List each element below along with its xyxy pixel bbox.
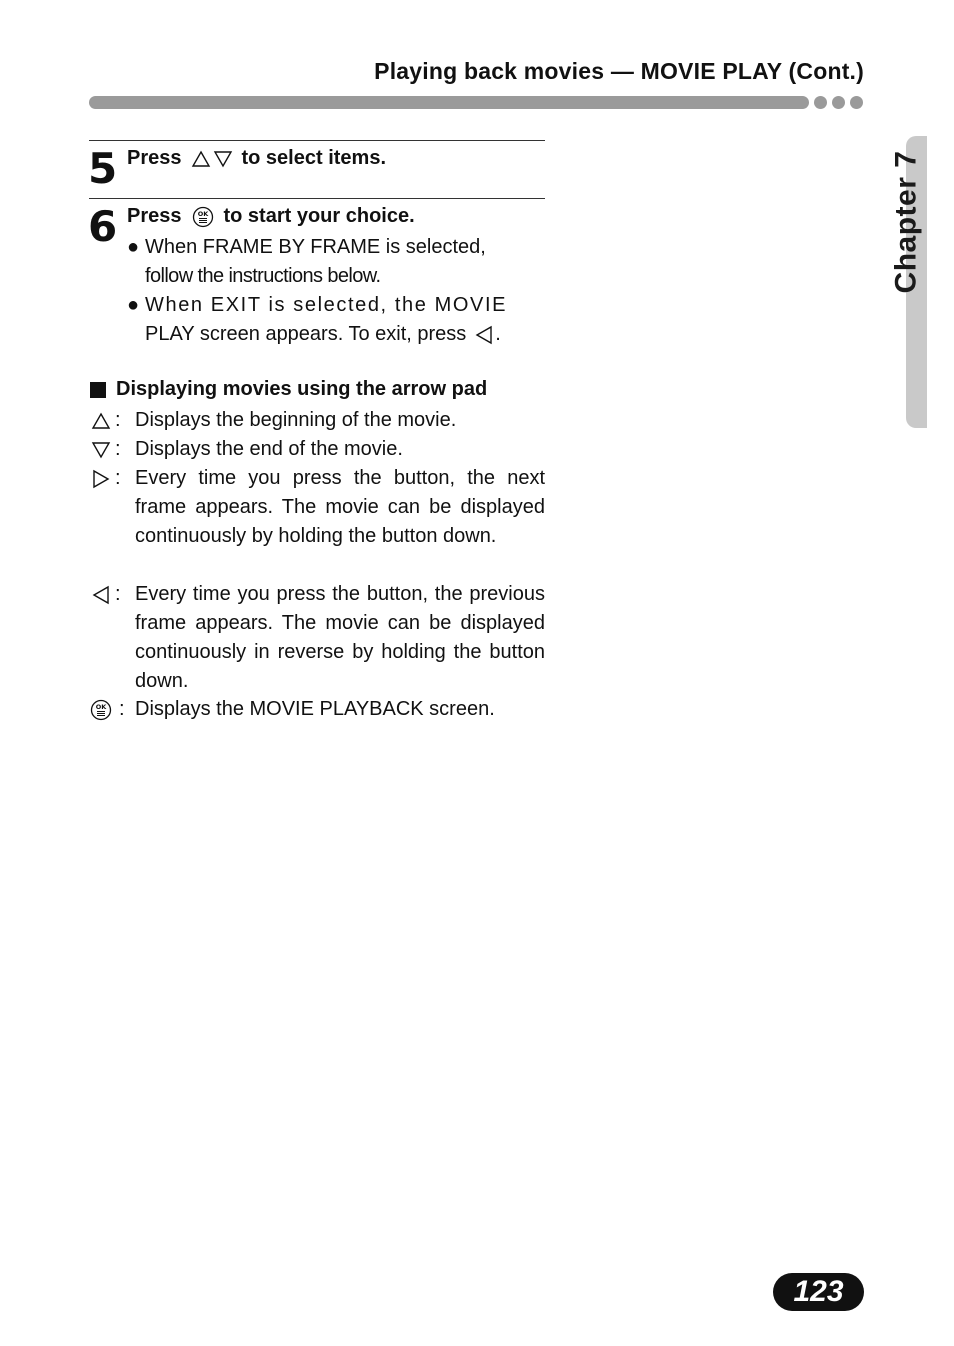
page-number: 123: [773, 1273, 864, 1311]
section-heading-text: Displaying movies using the arrow pad: [116, 378, 488, 400]
header-dot: [814, 96, 827, 109]
divider-rule: [89, 198, 545, 199]
arrow-pad-item-text: Every time you press the button, the previous frame appears. The movie can be displayed continuously in reverse by holding the button down.: [135, 583, 545, 692]
arrow-pad-item: : Displays the beginning of the movie.: [90, 406, 545, 435]
up-arrow-icon: [91, 411, 111, 431]
bullet-line: follow the instructions below.: [145, 265, 381, 287]
arrow-pad-item-text: Displays the end of the movie.: [135, 438, 403, 460]
header-dot: [850, 96, 863, 109]
arrow-pad-item: : Every time you press the button, the next frame appears. The movie can be displayed continuously by holding the button down.: [90, 464, 545, 551]
bullet-item: ● When FRAME BY FRAME is selected, follow the instructions below.: [127, 233, 545, 291]
ok-button-icon: [90, 699, 112, 721]
divider-rule: [89, 140, 545, 141]
left-arrow-icon: [91, 585, 111, 605]
bullet-item: ● When EXIT is selected, the MOVIE PLAY screen appears. To exit, press .: [127, 291, 545, 349]
step-6-press: Press: [127, 205, 182, 227]
page-header-title: Playing back movies — MOVIE PLAY (Cont.): [374, 58, 864, 84]
right-arrow-icon: [91, 469, 111, 489]
arrow-pad-item-text: Every time you press the button, the next frame appears. The movie can be displayed continuously by holding the button down.: [135, 467, 545, 547]
arrow-pad-item: OK : Displays the MOVIE PLAYBACK screen.: [90, 695, 545, 724]
ok-button-icon: [192, 206, 214, 228]
step-6-instruction: [127, 205, 415, 228]
arrow-pad-item: : Every time you press the button, the previous frame appears. The movie can be displayed continuously in reverse by holding the button down.: [90, 580, 545, 696]
up-arrow-icon: [191, 149, 211, 169]
header-rule-bar: [89, 96, 809, 109]
arrow-pad-item-text: Displays the MOVIE PLAYBACK screen.: [135, 698, 495, 720]
square-bullet-icon: [90, 382, 106, 398]
step-6-text: to start your choice.: [223, 205, 415, 227]
arrow-pad-item-text: Displays the beginning of the movie.: [135, 409, 457, 431]
chapter-label-text: Chapter 7: [889, 150, 922, 294]
down-arrow-icon: [91, 440, 111, 460]
section-heading: [90, 378, 487, 401]
bullet-line-2: [145, 320, 545, 349]
arrow-pad-item: : Displays the end of the movie.: [90, 435, 545, 464]
step-5-instruction: [127, 147, 386, 170]
svg-text:OK: OK: [95, 702, 107, 711]
step-5-text: to select items.: [241, 147, 387, 169]
bullet-line-end: .: [495, 323, 501, 345]
step-number: 6: [88, 202, 118, 251]
header-dot: [832, 96, 845, 109]
down-arrow-icon: [213, 149, 233, 169]
chapter-label: [886, 142, 926, 302]
step-number: 5: [88, 144, 118, 193]
left-arrow-icon: [474, 325, 494, 345]
svg-text:OK: OK: [197, 209, 208, 218]
bullet-line: When EXIT is selected, the MOVIE: [145, 294, 508, 316]
bullet-line: PLAY screen appears. To exit, press: [145, 323, 467, 345]
step-5-press: Press: [127, 147, 182, 169]
bullet-line: When FRAME BY FRAME is selected,: [145, 236, 486, 258]
